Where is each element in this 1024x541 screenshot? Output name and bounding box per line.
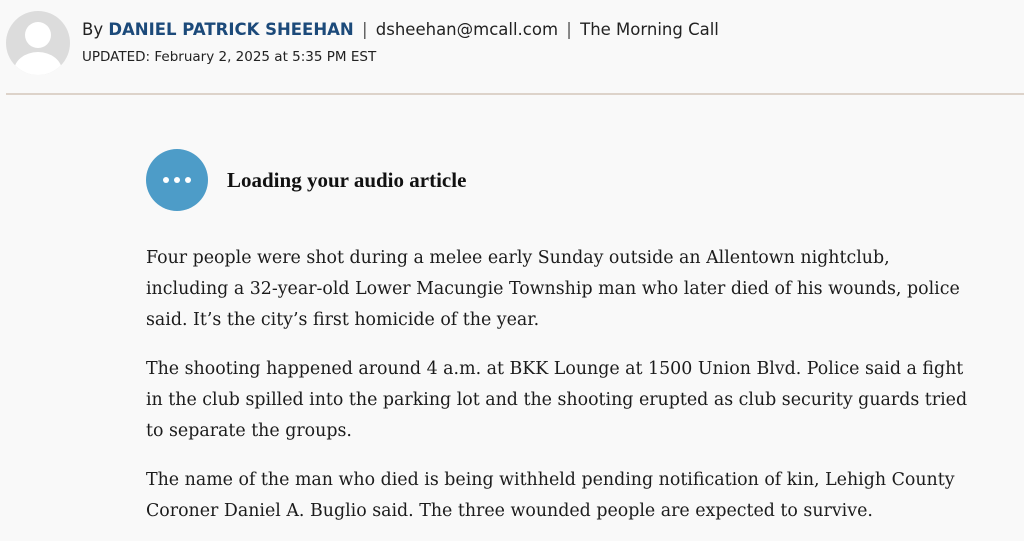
audio-article-player	[146, 149, 466, 211]
byline-prefix: By	[82, 20, 104, 39]
author-avatar[interactable]	[6, 11, 70, 75]
byline	[82, 20, 719, 39]
person-silhouette-icon	[6, 11, 70, 75]
author-name-link[interactable]: DANIEL PATRICK SHEEHAN	[108, 20, 354, 39]
article-paragraph: The shooting happened around 4 a.m. at BKK Lounge at 1500 Union Blvd. Police said a fight in the club spilled into the parking lot and the shooting erupted as club security guards tried to separate the groups.	[146, 359, 968, 441]
byline-divider	[6, 93, 1024, 95]
byline-separator: |	[566, 20, 572, 39]
audio-status-label: Loading your audio article	[227, 167, 467, 192]
author-email[interactable]: dsheehan@mcall.com	[375, 20, 559, 39]
article-paragraph: The name of the man who died is being withheld pending notification of kin, Lehigh County Coroner Daniel A. Buglio said. The three wounded people are expected to survive.	[146, 470, 955, 521]
byline-section	[0, 0, 1024, 95]
article-paragraph: Four people were shot during a melee early Sunday outside an Allentown nightclub, including a 32-year-old Lower Macungie Township man who later died of his wounds, police said. It’s the city’s first homicide of the year.	[146, 248, 960, 330]
byline-separator: |	[361, 20, 368, 39]
updated-timestamp: UPDATED: February 2, 2025 at 5:35 PM EST	[82, 49, 377, 65]
ellipsis-icon	[161, 177, 194, 183]
publication-name: The Morning Call	[580, 20, 719, 39]
audio-play-button[interactable]	[146, 149, 208, 211]
article-body	[146, 243, 976, 541]
